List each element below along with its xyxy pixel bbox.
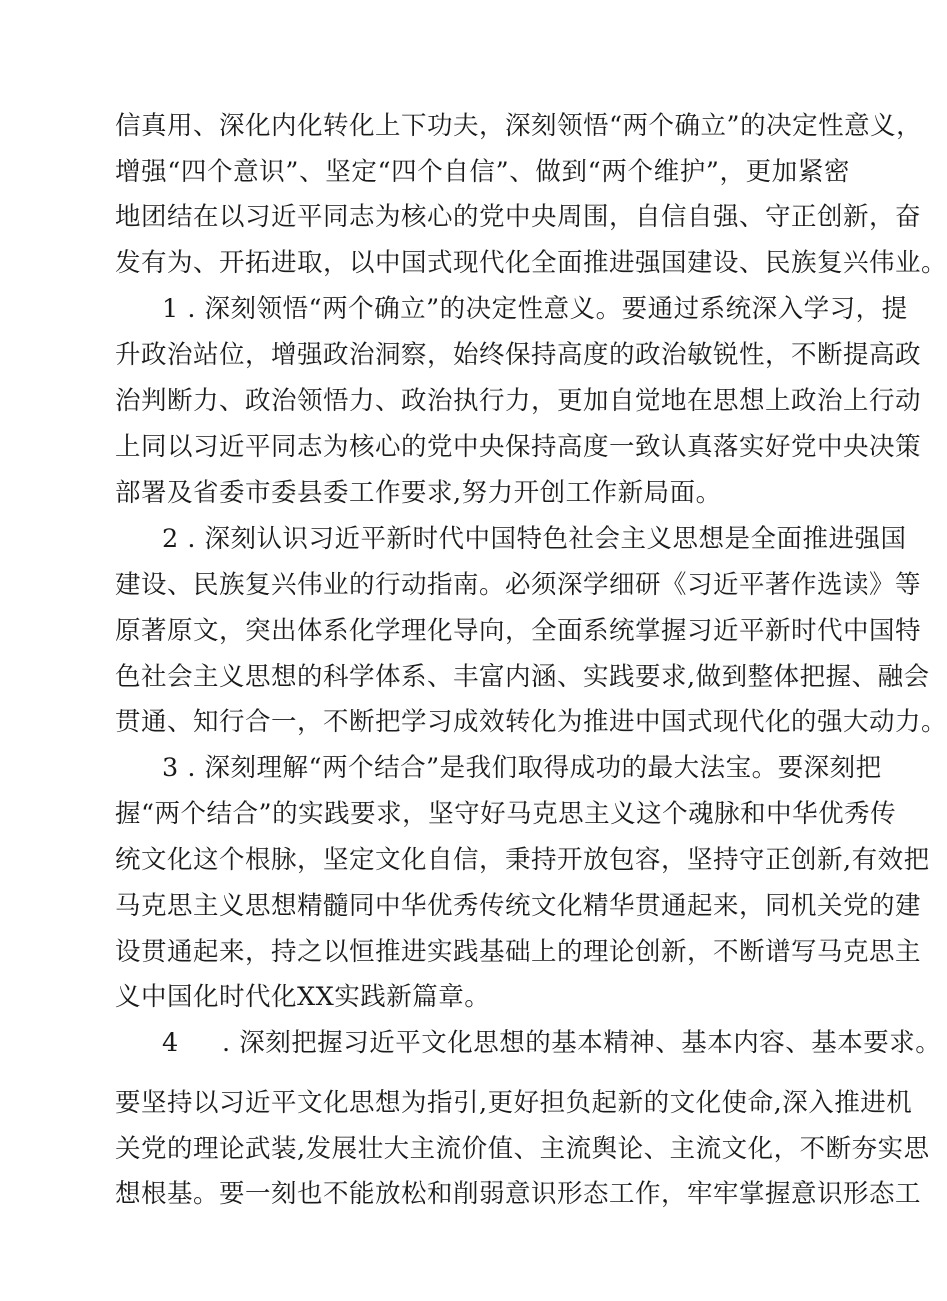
body-text-line: 原著原文，突出体系化学理化导向，全面系统掌握习近平新时代中国特 <box>115 616 922 646</box>
numbered-item-1: 1 . 深刻领悟“两个确立”的决定性意义。要通过系统深入学习，提 <box>162 294 908 324</box>
body-text-line: 治判断力、政治领悟力、政治执行力，更加自觉地在思想上政治上行动 <box>115 386 922 416</box>
numbered-item-3: 3 . 深刻理解“两个结合”是我们取得成功的最大法宝。要深刻把 <box>162 753 882 783</box>
body-text-line: 想根基。要一刻也不能放松和削弱意识形态工作，牢牢掌握意识形态工 <box>115 1179 922 1209</box>
body-text-line: 贯通、知行合一，不断把学习成效转化为推进中国式现代化的强大动力。 <box>115 707 947 737</box>
body-text-line: 地团结在以习近平同志为核心的党中央周围，自信自强、守正创新，奋 <box>115 202 922 232</box>
numbered-item-4-number: 4 <box>162 1028 179 1058</box>
body-text-line: 上同以习近平同志为核心的党中央保持高度一致认真落实好党中央决策 <box>115 432 922 462</box>
body-text-line: 部署及省委市委县委工作要求,努力开创工作新局面。 <box>115 478 722 508</box>
body-text-line: 握“两个结合”的实践要求，坚守好马克思主义这个魂脉和中华优秀传 <box>115 799 897 829</box>
body-text-line: 统文化这个根脉，坚定文化自信，秉持开放包容，坚持守正创新,有效把 <box>115 845 930 875</box>
body-text-line: 信真用、深化内化转化上下功夫，深刻领悟“两个确立”的决定性意义， <box>115 111 923 141</box>
body-text-line: 要坚持以习近平文化思想为指引,更好担负起新的文化使命,深入推进机 <box>115 1088 913 1118</box>
numbered-item-2: 2 . 深刻认识习近平新时代中国特色社会主义思想是全面推进强国 <box>162 524 907 554</box>
body-text-line: 增强“四个意识”、坚定“四个自信”、做到“两个维护”，更加紧密 <box>115 157 850 187</box>
body-text-line: 关党的理论武装,发展壮大主流价值、主流舆论、主流文化，不断夯实思 <box>115 1134 930 1164</box>
body-text-line: 发有为、开拓进取，以中国式现代化全面推进强国建设、民族复兴伟业。 <box>115 248 947 278</box>
body-text-line: 建设、民族复兴伟业的行动指南。必须深学细研《习近平著作选读》等 <box>115 570 922 600</box>
body-text-line: 设贯通起来，持之以恒推进实践基础上的理论创新，不断谱写马克思主 <box>115 937 922 967</box>
body-text-line: 马克思主义思想精髓同中华优秀传统文化精华贯通起来，同机关党的建 <box>115 891 922 921</box>
body-text-line: 升政治站位，增强政治洞察，始终保持高度的政治敏锐性，不断提高政 <box>115 340 922 370</box>
body-text-line: 色社会主义思想的科学体系、丰富内涵、实践要求,做到整体把握、融会 <box>115 662 930 692</box>
body-text-line: 义中国化时代化XX实践新篇章。 <box>115 982 491 1012</box>
numbered-item-4: . 深刻把握习近平文化思想的基本精神、基本内容、基本要求。 <box>222 1028 942 1058</box>
